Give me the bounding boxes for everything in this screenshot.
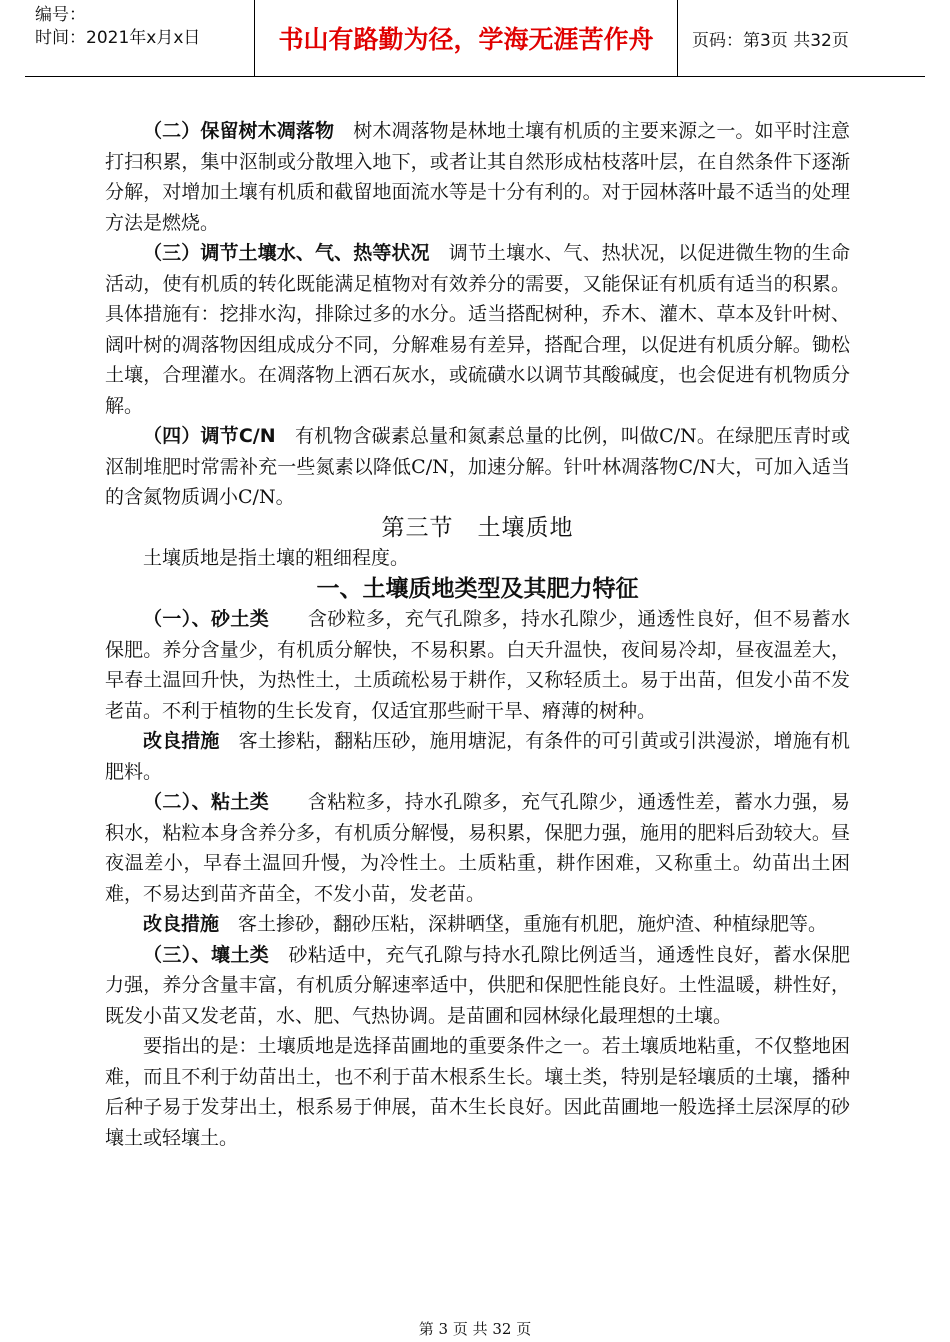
- paragraph-text: 客土掺粘，翻粘压砂，施用塘泥，有条件的可引黄或引洪漫淤，增施有机肥料。: [105, 730, 850, 783]
- paragraph-text: 含粘粒多，持水孔隙多，充气孔隙少，通透性差，蓄水力强，易积水，粘粒本身含养分多，有机质分解慢，易积累，保肥力强，施用的肥料后劲较大。昼夜温差小，早春土温回升慢，为冷性土。土质粘重，耕作困难，又称重土。幼苗出土困难，不易达到苗齐苗全，不发小苗，发老苗。: [105, 791, 850, 905]
- section-title: 第三节 土壤质地: [381, 514, 574, 541]
- header-number-label: 编号：: [35, 5, 86, 25]
- paragraph-text: 含砂粒多，充气孔隙多，持水孔隙少，通透性良好，但不易蓄水保肥。养分含量少，有机质分解快，不易积累。白天升温快，夜间易冷却，昼夜温差大，早春土温回升快，为热性土，土质疏松易于耕作，又称轻质土。易于出苗，但发小苗不发老苗。不利于植物的生长发育，仅适宜那些耐干旱、瘠薄的树种。: [105, 608, 850, 722]
- page-header: [25, 0, 925, 77]
- paragraph-text: 树木凋落物是林地土壤有机质的主要来源之一。如平时注意打扫积累，集中沤制或分散埋入地下，或者让其自然形成枯枝落叶层，在自然条件下逐渐分解，对增加土壤有机质和截留地面流水等是十分有利的。对于园林落叶最不适当的处理方法是燃烧。: [105, 120, 850, 234]
- paragraph-heading: （二）保留树木凋落物: [143, 120, 335, 142]
- paragraph-sand-improvement: [105, 726, 850, 787]
- paragraph-loam: [105, 940, 850, 1032]
- header-meta: [25, 0, 255, 76]
- paragraph-regulate-conditions: [105, 238, 850, 421]
- header-motto: 书山有路勤为径，学海无涯苦作舟: [255, 0, 678, 76]
- subsection-title: 一、土壤质地类型及其肥力特征: [316, 575, 639, 602]
- paragraph-heading: 改良措施: [143, 913, 220, 935]
- page-footer: 第 3 页 共 32 页: [418, 1320, 532, 1338]
- paragraph-heading: （四）调节C/N: [143, 425, 276, 447]
- paragraph-text: 调节土壤水、气、热状况，以促进微生物的生命活动，使有机质的转化既能满足植物对有效养分的需要，又能保证有机质有适当的积累。具体措施有：挖排水沟，排除过多的水分。适当搭配树种，乔木、灌木、草本及针叶树、阔叶树的凋落物因组成成分不同，分解难易有差异，搭配合理，以促进有机质分解。锄松土壤，合理灌水。在凋落物上洒石灰水，或硫磺水以调节其酸碱度，也会促进有机物质分解。: [105, 242, 850, 417]
- header-page-label: 页码：第3页 共32页: [692, 30, 849, 51]
- header-time-label: 时间：2021年x月x日: [35, 28, 201, 48]
- paragraph-intro: 土壤质地是指土壤的粗细程度。: [143, 547, 410, 569]
- paragraph-text: 砂粘适中，充气孔隙与持水孔隙比例适当，通透性良好，蓄水保肥力强，养分含量丰富，有机质分解速率适中，供肥和保肥性能良好。土性温暖，耕性好，既发小苗又发老苗，水、肥、气热协调。是苗圃和园林绿化最理想的土壤。: [105, 943, 850, 1027]
- paragraph-clay-improvement: [105, 909, 850, 940]
- paragraph-heading: （三）、壤土类: [143, 943, 270, 966]
- paragraph-heading: （三）调节土壤水、气、热等状况: [143, 242, 430, 264]
- paragraph-retain-litter: [105, 116, 850, 238]
- paragraph-conclusion: 要指出的是：土壤质地是选择苗圃地的重要条件之一。若土壤质地粘重，不仅整地困难，而且不利于幼苗出土，也不利于苗木根系生长。壤土类，特别是轻壤质的土壤，播种后种子易于发芽出土，根系易于伸展，苗木生长良好。因此苗圃地一般选择土层深厚的砂壤土或轻壤土。: [105, 1035, 850, 1149]
- paragraph-heading: （二）、粘土类: [143, 791, 270, 813]
- paragraph-text: 有机物含碳素总量和氮素总量的比例，叫做C/N。在绿肥压青时或沤制堆肥时常需补充一些氮素以降低C/N，加速分解。针叶林凋落物C/N大，可加入适当的含氮物质调小C/N。: [105, 425, 850, 508]
- paragraph-heading: 改良措施: [143, 730, 220, 752]
- paragraph-text: 客土掺砂，翻砂压粘，深耕晒垡，重施有机肥，施炉渣、种植绿肥等。: [219, 913, 828, 935]
- paragraph-regulate-cn: [105, 421, 850, 513]
- document-body: [105, 116, 850, 1153]
- paragraph-sand: [105, 604, 850, 726]
- paragraph-heading: （一）、砂土类: [143, 608, 270, 630]
- paragraph-clay: [105, 787, 850, 909]
